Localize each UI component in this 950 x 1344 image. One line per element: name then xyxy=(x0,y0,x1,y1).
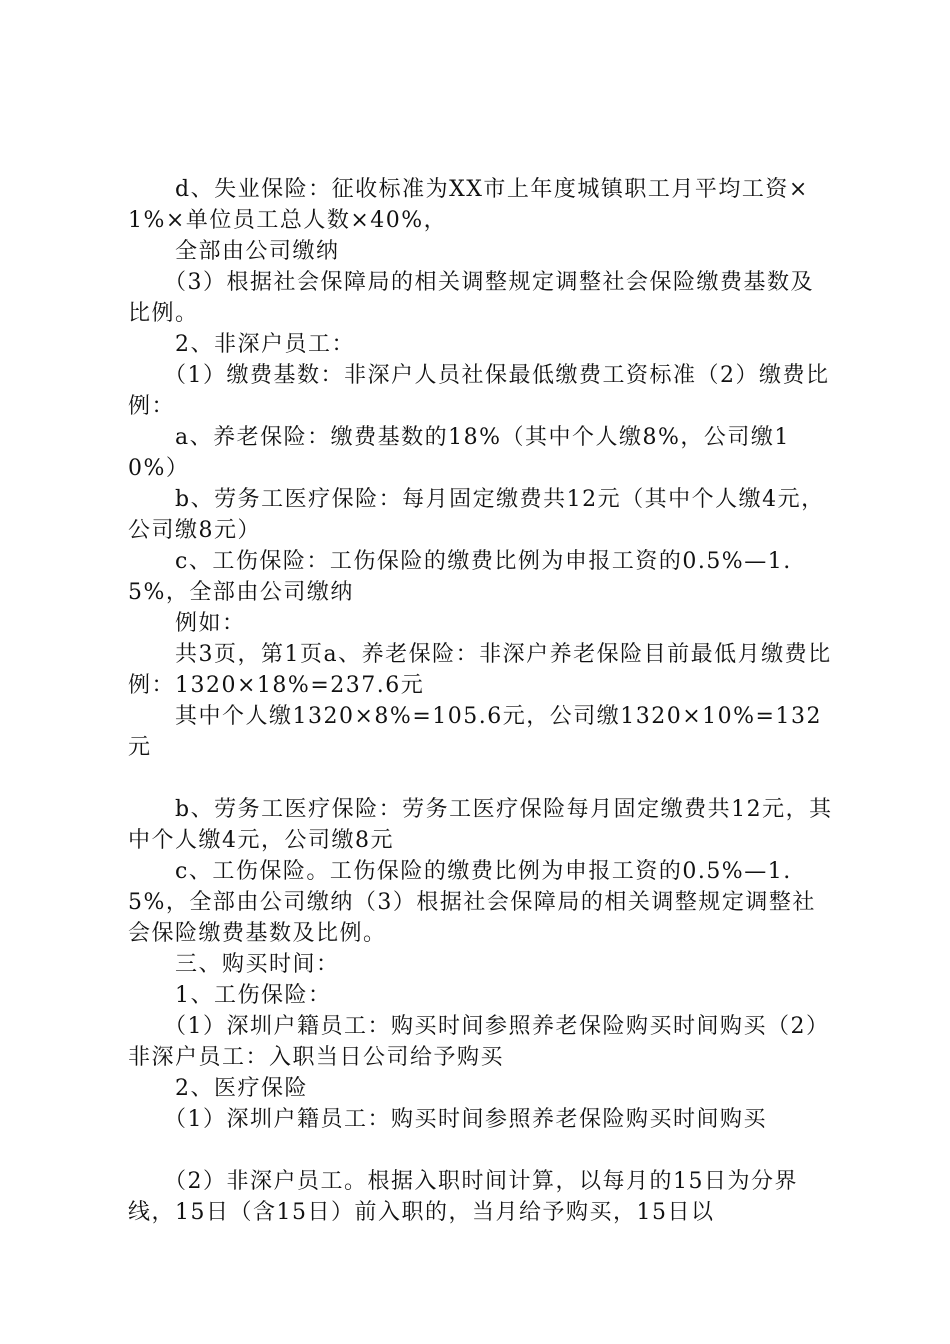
paragraph-medical-shenzhen: （1）深圳户籍员工：购买时间参照养老保险购买时间购买 xyxy=(128,1107,767,1132)
paragraph-adjust-base: （3）根据社会保障局的相关调整规定调整社会保险缴费基数及比例。 xyxy=(128,270,814,326)
paragraph-injury-purchase-time: （1）深圳户籍员工：购买时间参照养老保险购买时间购买（2）非深户员工：入职当日公司给予购买 xyxy=(128,1014,830,1070)
paragraph-contribution-base: （1）缴费基数：非深户人员社保最低缴费工资标准（2）缴费比例： xyxy=(128,363,830,419)
paragraph-unemployment-insurance: d、失业保险：征收标准为XX市上年度城镇职工月平均工资×1%×单位员工总人数×40%， xyxy=(128,177,809,233)
paragraph-gap xyxy=(128,1135,834,1166)
paragraph-example-split: 其中个人缴1320×8%=105.6元，公司缴1320×10%=132元 xyxy=(128,704,822,760)
heading-purchase-time: 三、购买时间： xyxy=(128,952,340,977)
document-body xyxy=(128,174,834,1228)
paragraph-example-medical: b、劳务工医疗保险：劳务工医疗保险每月固定缴费共12元，其中个人缴4元，公司缴8元 xyxy=(128,797,833,853)
paragraph-company-pays-all: 全部由公司缴纳 xyxy=(128,239,340,264)
heading-non-shenzhen-staff: 2、非深户员工： xyxy=(128,332,355,357)
paragraph-injury-insurance: c、工伤保险：工伤保险的缴费比例为申报工资的0.5%—1.5%，全部由公司缴纳 xyxy=(128,549,792,605)
paragraph-medical-non-shenzhen: （2）非深户员工。根据入职时间计算，以每月的15日为分界线，15日（含15日）前入职的，当月给予购买，15日以 xyxy=(128,1169,798,1225)
paragraph-pension-insurance: a、养老保险：缴费基数的18%（其中个人缴8%，公司缴10%） xyxy=(128,425,790,481)
heading-injury-insurance: 1、工伤保险： xyxy=(128,983,332,1008)
paragraph-example-label: 例如： xyxy=(128,611,246,636)
paragraph-medical-insurance: b、劳务工医疗保险：每月固定缴费共12元（其中个人缴4元，公司缴8元） xyxy=(128,487,825,543)
heading-medical-insurance: 2、医疗保险 xyxy=(128,1076,308,1101)
paragraph-example-injury: c、工伤保险。工伤保险的缴费比例为申报工资的0.5%—1.5%，全部由公司缴纳（3）根据社会保障局的相关调整规定调整社会保险缴费基数及比例。 xyxy=(128,859,816,946)
paragraph-gap xyxy=(128,763,834,794)
paragraph-example-pension: 共3页，第1页a、养老保险：非深户养老保险目前最低月缴费比例：1320×18%=237.6元 xyxy=(128,642,832,698)
